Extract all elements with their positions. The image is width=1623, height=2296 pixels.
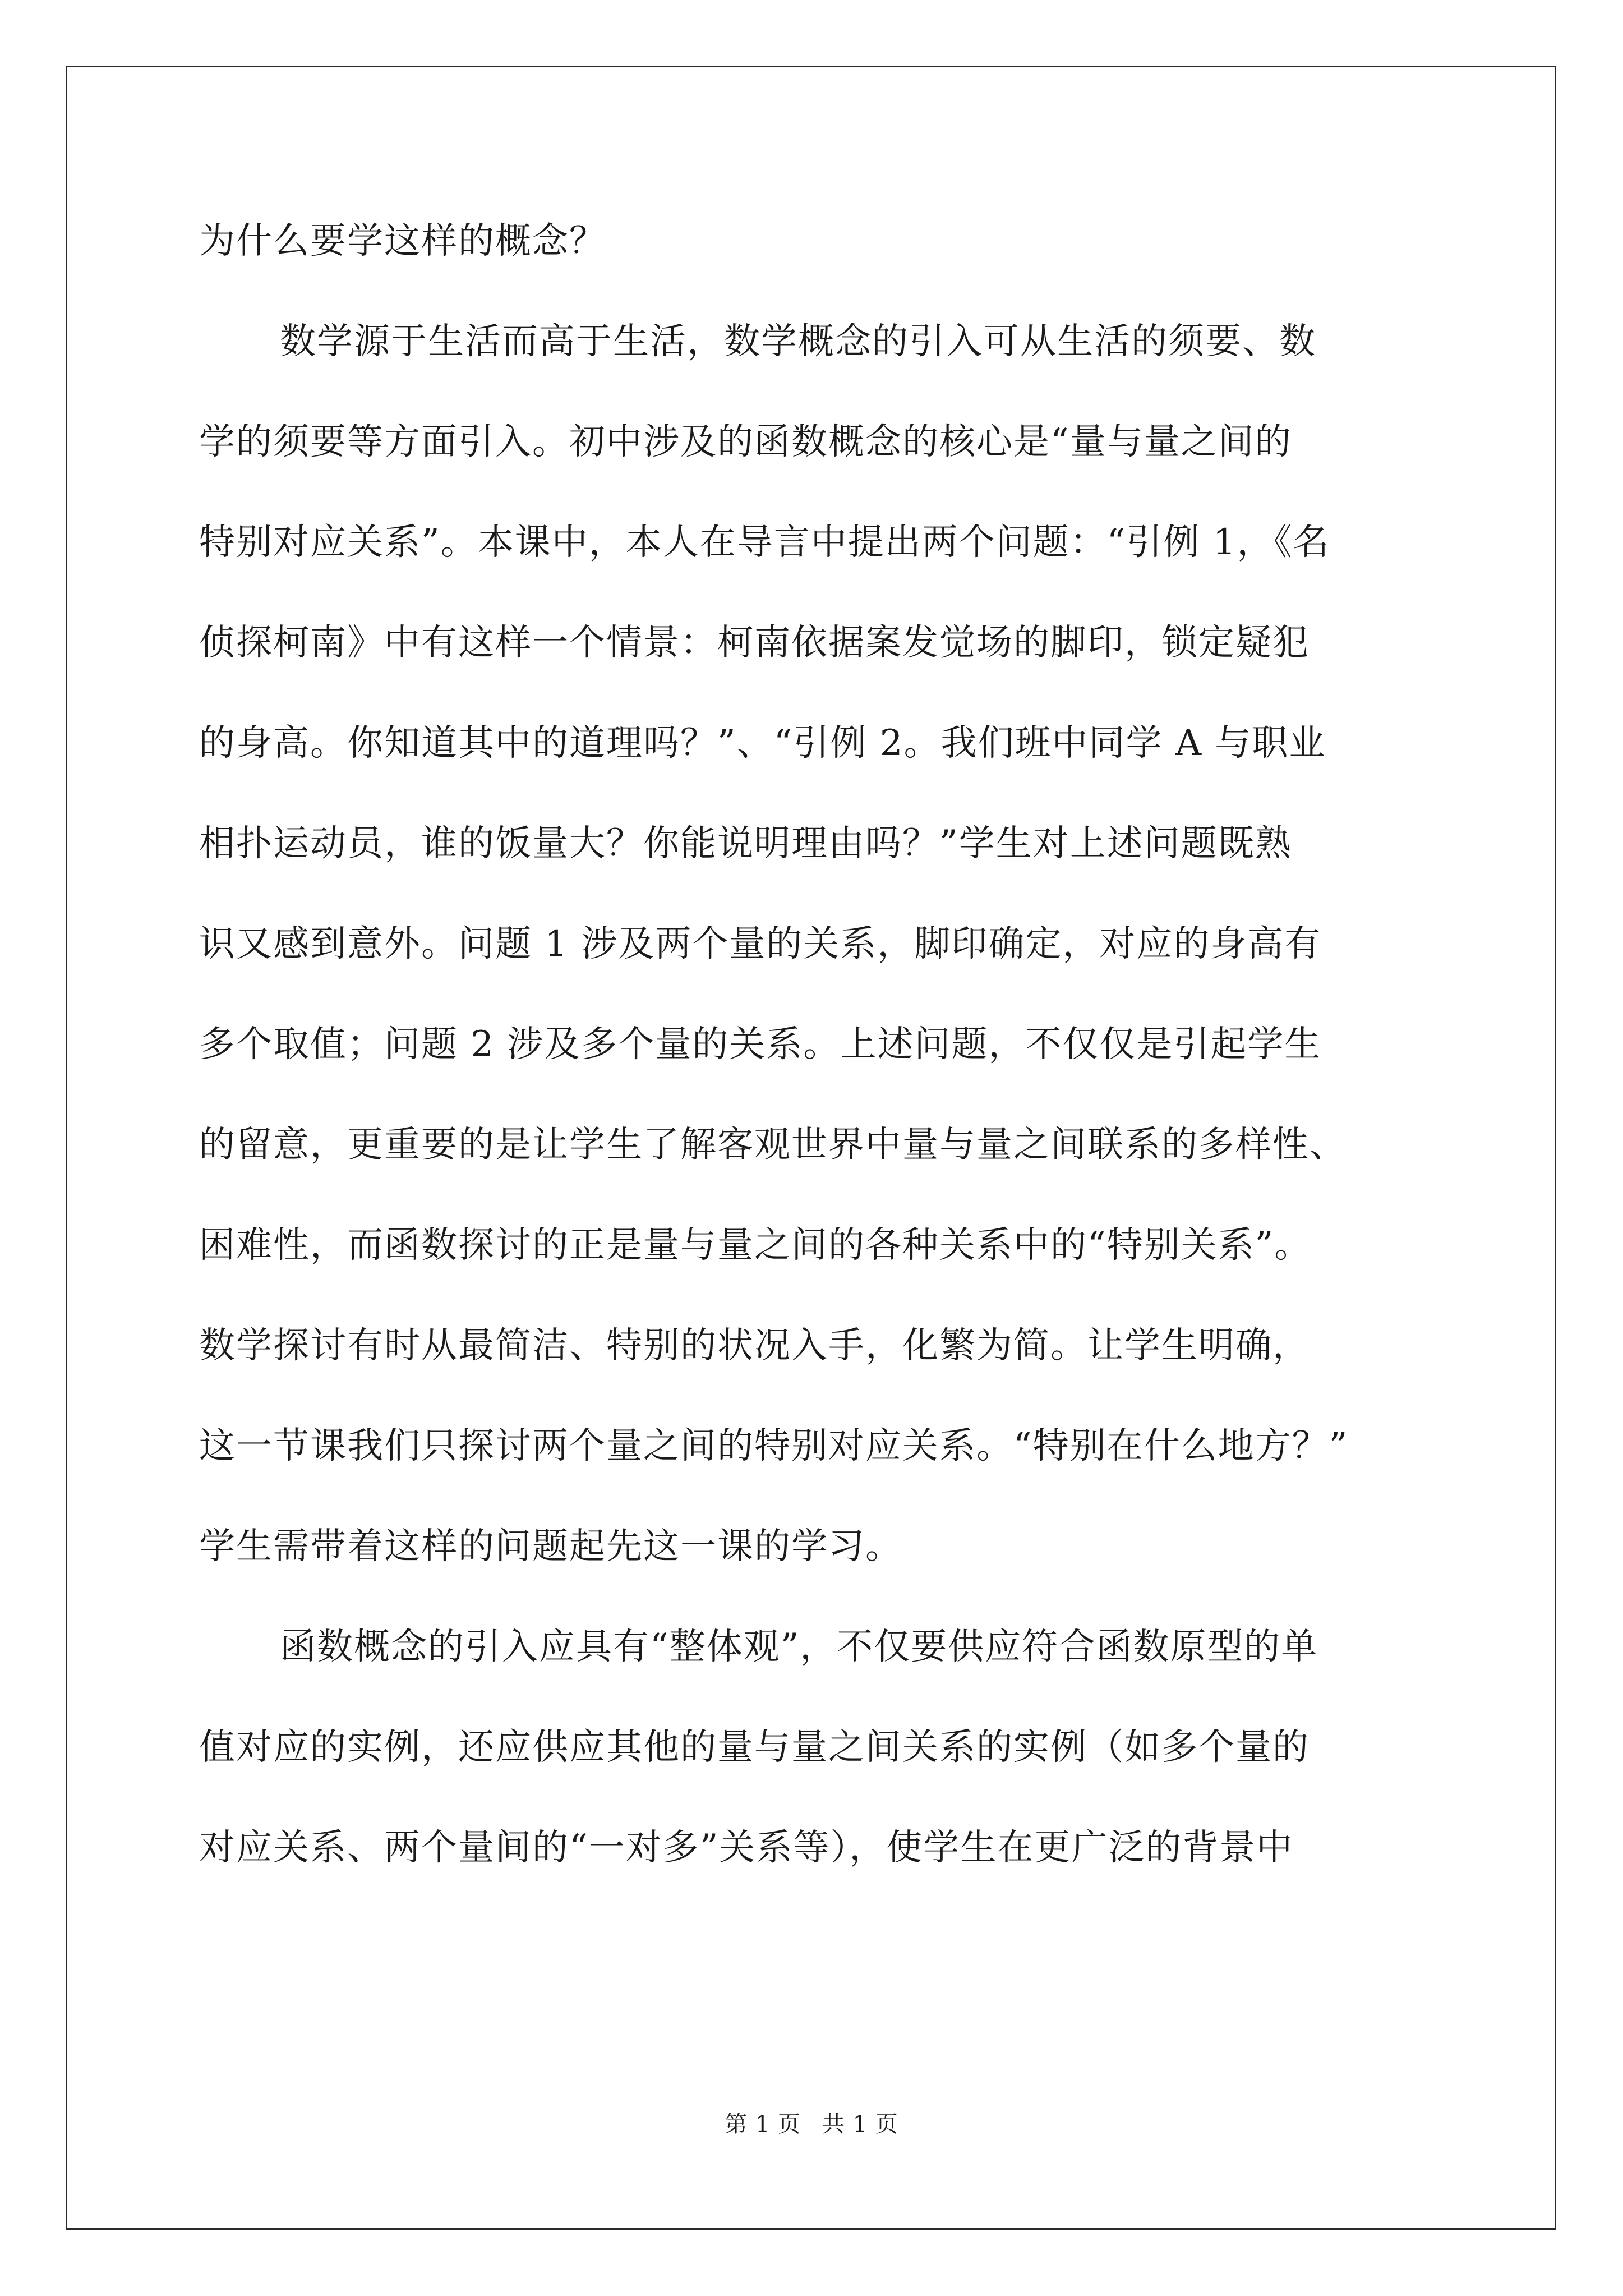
text-line: 对应关系、两个量间的“一对多”关系等），使学生在更广泛的背景中 xyxy=(199,1827,1294,1869)
page-footer xyxy=(0,2106,1623,2138)
page-total: 共 1 页 xyxy=(822,2111,898,2137)
text-line: 相扑运动员，谁的饭量大？你能说明理由吗？”学生对上述问题既熟 xyxy=(199,823,1292,864)
text-line: 困难性，而函数探讨的正是量与量之间的各种关系中的“特别关系”。 xyxy=(199,1225,1312,1266)
text-line: 学的须要等方面引入。初中涉及的函数概念的核心是“量与量之间的 xyxy=(199,421,1292,463)
document-body xyxy=(199,213,1506,1920)
text-line: 的留意，更重要的是让学生了解客观世界中量与量之间联系的多样性、 xyxy=(199,1124,1347,1166)
text-line: 值对应的实例，还应供应其他的量与量之间关系的实例（如多个量的 xyxy=(199,1727,1310,1768)
text-line: 特别对应关系”。本课中，本人在导言中提出两个问题：“引例 1，《名 xyxy=(199,522,1330,563)
page-number: 第 1 页 xyxy=(725,2111,801,2137)
text-line: 函数概念的引入应具有“整体观”，不仅要供应符合函数原型的单 xyxy=(280,1626,1318,1668)
text-line: 多个取值；问题 2 涉及多个量的关系。上述问题，不仅仅是引起学生 xyxy=(199,1024,1322,1065)
text-line: 学生需带着这样的问题起先这一课的学习。 xyxy=(199,1526,902,1567)
text-line: 这一节课我们只探讨两个量之间的特别对应关系。“特别在什么地方？” xyxy=(199,1425,1349,1467)
text-line: 识又感到意外。问题 1 涉及两个量的关系，脚印确定，对应的身高有 xyxy=(199,923,1322,965)
text-line: 数学探讨有时从最简洁、特别的状况入手，化繁为简。让学生明确， xyxy=(199,1325,1310,1366)
text-line: 侦探柯南》中有这样一个情景：柯南依据案发觉场的脚印，锁定疑犯 xyxy=(199,622,1310,664)
text-line: 的身高。你知道其中的道理吗？”、“引例 2。我们班中同学 A 与职业 xyxy=(199,723,1326,764)
text-line: 为什么要学这样的概念？ xyxy=(199,220,606,262)
text-line: 数学源于生活而高于生活，数学概念的引入可从生活的须要、数 xyxy=(280,321,1316,362)
